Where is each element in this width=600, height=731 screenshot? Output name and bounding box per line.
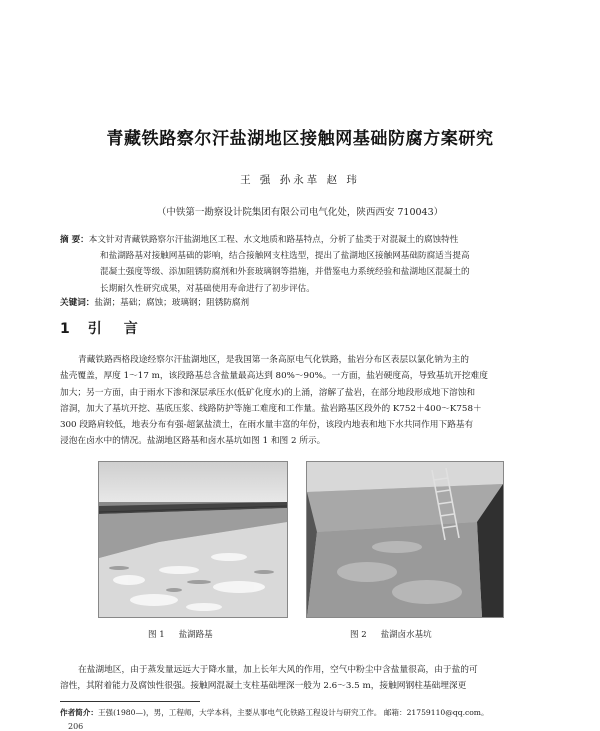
abstract-block [60,232,542,297]
abstract-line: 混凝土强度等级、添加阻锈防腐剂和外套玻璃钢等措施，并借鉴电力系统经验和盐湖地区混凝土的 [100,267,470,278]
section-number: 1 [60,321,70,337]
figure-2-photo [306,461,504,618]
figure-1-photo [98,461,288,618]
body-line: 青藏铁路西格段途经察尔汗盐湖地区，是我国第一条高原电气化铁路，盐岩分布区表层以氯化钠为主的 [78,355,469,365]
figure-2-caption: 图 2 盐湖卤水基坑 [350,630,432,640]
body-line: 溶洞，加大了基坑开挖、基底压浆、线路防护等施工难度和工作量。盐岩路基区段外的 K752＋400～K758＋ [60,403,482,414]
body-line: 加大；另一方面，由于雨水下渗和深层承压水(低矿化度水)的上涌，溶解了盐岩，在部分地段形成地下溶蚀和 [60,387,476,398]
footnote-label: 作者简介： [60,708,98,717]
body-line: 溶性，其附着能力及腐蚀性很强。接触网混凝土支柱基础埋深一般为 2.6～3.5 m，接触网钢柱基础埋深更 [60,681,467,692]
abstract-line: 和盐湖路基对接触网基础的影响，结合接触网支柱选型，提出了盐湖地区接触网基础防腐适当提高 [100,251,470,262]
keywords-block [60,296,542,308]
page-number: 206 [68,722,84,731]
abstract-label: 摘 要： [60,235,89,245]
keywords-label: 关键词： [60,298,95,308]
section-heading [60,318,160,338]
body-line: 在盐湖地区，由于蒸发量远远大于降水量，加上长年大风的作用，空气中粉尘中含盐量很高，由于盐的可 [78,665,478,675]
author-list: 王 强 孙永革 赵 玮 [240,174,360,186]
intro-paragraph [60,352,542,450]
body-line: 盐壳覆盖，厚度 1～17 m，该段路基总含盐量最高达到 80%～90%。一方面，盐岩硬度高，导致基坑开挖难度 [60,371,488,382]
footnote-divider [60,701,200,702]
figure-1-caption: 图 1 盐湖路基 [148,630,213,640]
paper-title: 青藏铁路察尔汗盐湖地区接触网基础防腐方案研究 [106,129,494,149]
abstract-line: 摘 要：本文针对青藏铁路察尔汗盐湖地区工程、水文地质和路基特点，分析了盐类于对混凝土的腐蚀特性 [60,235,459,245]
keywords-text: 盐湖；基础；腐蚀；玻璃钢；阻锈防腐剂 [94,298,250,308]
footnote-text: 王强(1980—)，男，工程师，大学本科，主要从事电气化铁路工程设计与研究工作。 邮箱：21759110@qq.com。 [97,708,489,717]
body-line: 浸泡在卤水中的情况。盐湖地区路基和卤水基坑如图 1 和图 2 所示。 [60,436,326,447]
brine-foundation-pit-image [307,462,503,617]
body-line: 300 段路肩较低，地表分布有强-超氯盐渍土，在雨水量丰富的年份，该段内地表和地下水共同作用下路基有 [60,420,474,431]
author-footnote [60,707,542,718]
author-affiliation: （中铁第一勘察设计院集团有限公司电气化处，陕西西安 710043） [156,207,444,218]
abstract-line: 长期耐久性研究成果，对基础使用寿命进行了初步评估。 [100,283,315,294]
section-title: 引言 [87,321,160,337]
body-paragraph-2 [60,662,542,695]
salt-lake-roadbed-image [99,462,287,617]
